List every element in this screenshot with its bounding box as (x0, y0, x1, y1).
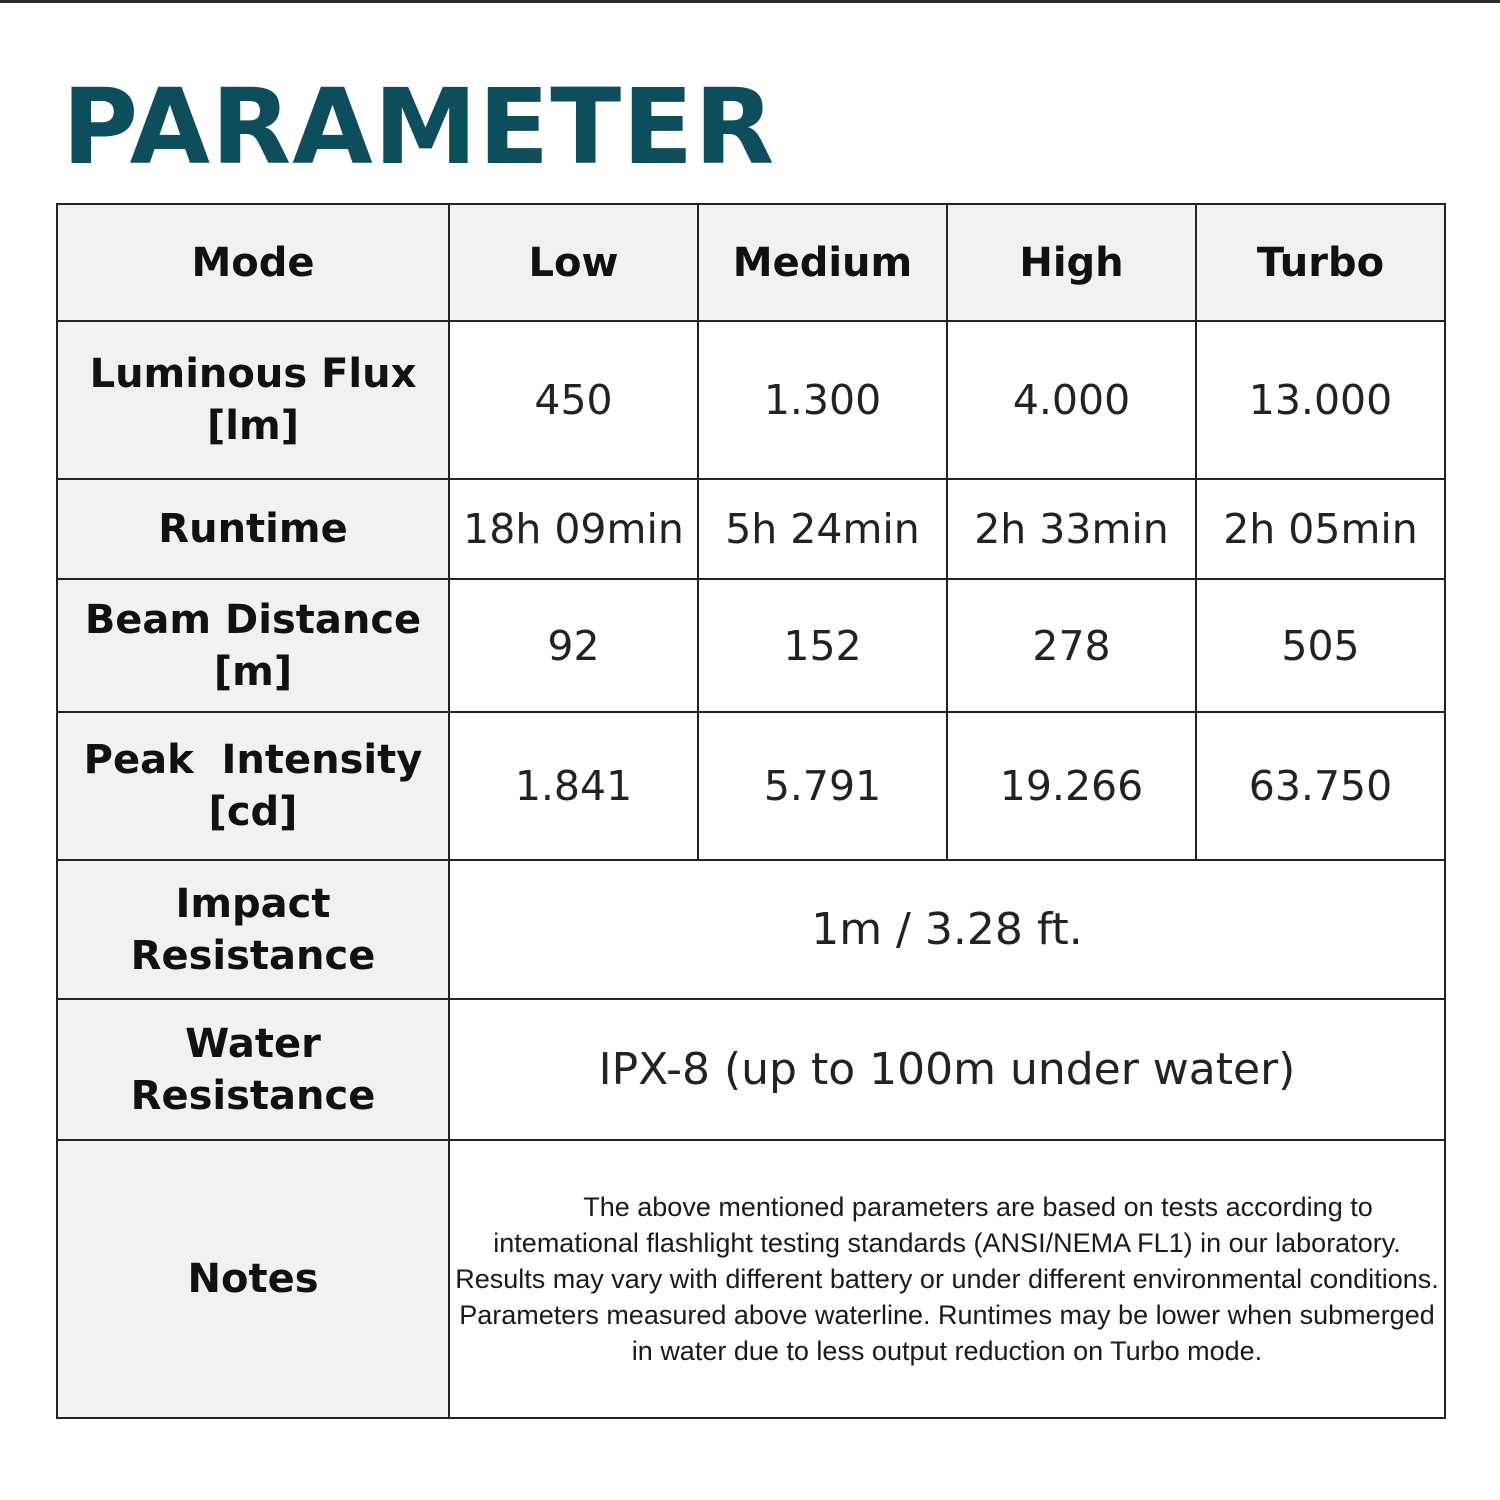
header-high: High (947, 204, 1196, 321)
row-label-line: Peak Intensity (83, 737, 423, 783)
top-border-line (0, 0, 1500, 3)
row-label-unit: [cd] (208, 789, 298, 835)
flux-low: 450 (449, 321, 698, 479)
notes-text: The above mentioned parameters are based on tests according to intemational flashlight testing standards (ANSI/NEMA FL1) in our laboratory. Results may vary with different battery or under different environmental conditions. Parameters measured above waterline. Runtimes may be lower when submerged in water due to less output reduction on Turbo mode. (449, 1140, 1445, 1418)
flux-medium: 1.300 (698, 321, 947, 479)
row-label-unit: [m] (213, 648, 293, 695)
row-label-line: Beam Distance (84, 596, 422, 643)
row-label-luminous-flux (57, 321, 449, 479)
beam-turbo: 505 (1196, 579, 1445, 712)
row-label-line: Resistance (130, 1072, 376, 1119)
row-label-line: Resistance (130, 932, 376, 979)
peak-high: 19.266 (947, 712, 1196, 860)
parameter-table (56, 203, 1446, 1419)
peak-medium: 5.791 (698, 712, 947, 860)
beam-high: 278 (947, 579, 1196, 712)
header-low: Low (449, 204, 698, 321)
header-medium: Medium (698, 204, 947, 321)
table-header-row (57, 204, 1445, 321)
runtime-low: 18h 09min (449, 479, 698, 579)
row-label-line: Luminous Flux (89, 351, 417, 397)
row-label-unit: [lm] (207, 403, 299, 449)
row-label-runtime: Runtime (57, 479, 449, 579)
row-label-beam-distance (57, 579, 449, 712)
table-row-water-resistance (57, 999, 1445, 1140)
runtime-turbo: 2h 05min (1196, 479, 1445, 579)
flux-turbo: 13.000 (1196, 321, 1445, 479)
table-row-peak-intensity (57, 712, 1445, 860)
water-resistance-value: IPX-8 (up to 100m under water) (449, 999, 1445, 1140)
table-row-runtime (57, 479, 1445, 579)
peak-turbo: 63.750 (1196, 712, 1445, 860)
table-row-notes (57, 1140, 1445, 1418)
row-label-line: Impact (175, 880, 331, 927)
header-mode: Mode (57, 204, 449, 321)
header-turbo: Turbo (1196, 204, 1445, 321)
beam-medium: 152 (698, 579, 947, 712)
beam-low: 92 (449, 579, 698, 712)
row-label-line: Water (185, 1020, 321, 1067)
runtime-medium: 5h 24min (698, 479, 947, 579)
impact-resistance-value: 1m / 3.28 ft. (449, 860, 1445, 999)
flux-high: 4.000 (947, 321, 1196, 479)
row-label-water-resistance (57, 999, 449, 1140)
table-row-beam-distance (57, 579, 1445, 712)
row-label-impact-resistance (57, 860, 449, 999)
table-row-luminous-flux (57, 321, 1445, 479)
peak-low: 1.841 (449, 712, 698, 860)
table-row-impact-resistance (57, 860, 1445, 999)
row-label-peak-intensity (57, 712, 449, 860)
runtime-high: 2h 33min (947, 479, 1196, 579)
row-label-notes: Notes (57, 1140, 449, 1418)
page-title: PARAMETER (62, 66, 776, 188)
